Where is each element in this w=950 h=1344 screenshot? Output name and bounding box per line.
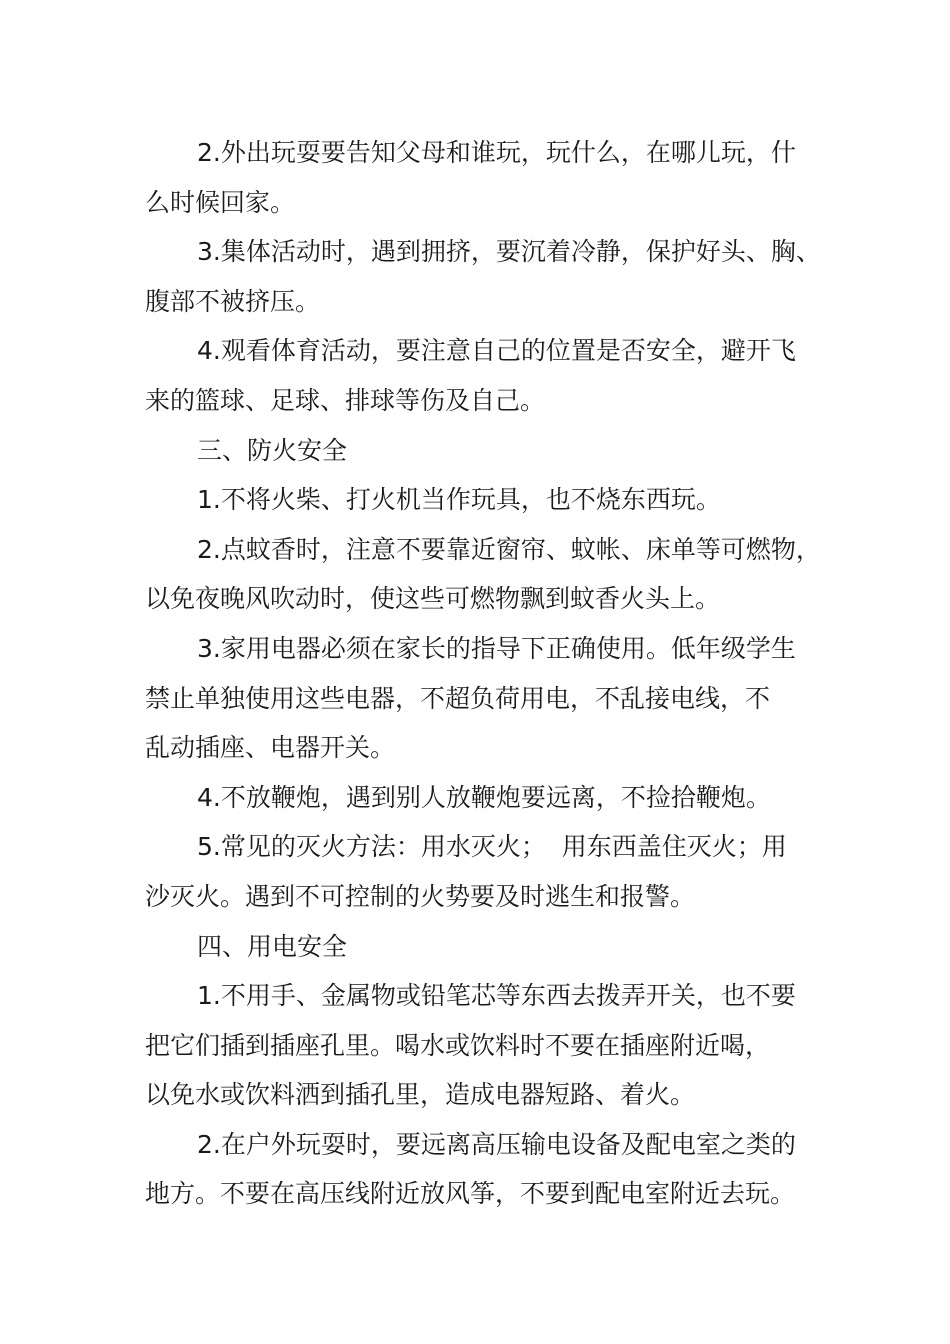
paragraph-line: 来的篮球、足球、排球等伤及自己。 (145, 385, 546, 415)
paragraph-line: 么时候回家。 (145, 187, 296, 217)
paragraph-line: 3.家用电器必须在家长的指导下正确使用。低年级学生 (197, 633, 796, 663)
paragraph-line: 以免夜晚风吹动时，使这些可燃物飘到蚊香火头上。 (145, 584, 721, 614)
paragraph-line: 腹部不被挤压。 (145, 286, 321, 316)
paragraph-line: 禁止单独使用这些电器，不超负荷用电，不乱接电线，不 (145, 683, 771, 713)
paragraph-line: 2.在户外玩耍时，要远离高压输电设备及配电室之类的 (197, 1129, 796, 1159)
paragraph-line: 地方。不要在高压线附近放风筝，不要到配电室附近去玩。 (145, 1179, 796, 1209)
paragraph-matches-lighters (145, 475, 825, 525)
paragraph-sports-watching (145, 326, 825, 425)
paragraph-high-voltage (145, 1120, 825, 1219)
section-heading-text: 四、用电安全 (197, 931, 348, 961)
paragraph-firecrackers (145, 773, 825, 823)
section-heading-electric-safety (145, 922, 825, 972)
paragraph-switches-sockets (145, 971, 825, 1120)
section-heading-fire-safety (145, 426, 825, 476)
paragraph-line: 2.点蚊香时，注意不要靠近窗帘、蚊帐、床单等可燃物， (197, 534, 821, 564)
paragraph-line: 1.不用手、金属物或铅笔芯等东西去拨弄开关，也不要 (197, 981, 796, 1011)
section-heading-text: 三、防火安全 (197, 435, 348, 465)
paragraph-line: 沙灭火。遇到不可控制的火势要及时逃生和报警。 (145, 881, 696, 911)
paragraph-extinguish-methods (145, 822, 825, 921)
paragraph-line: 乱动插座、电器开关。 (145, 733, 396, 763)
paragraph-line: 1.不将火柴、打火机当作玩具，也不烧东西玩。 (197, 485, 721, 515)
paragraph-appliances (145, 624, 825, 773)
paragraph-outing-notice (145, 128, 825, 227)
document-body (145, 128, 825, 1219)
paragraph-line: 3.集体活动时，遇到拥挤，要沉着冷静，保护好头、胸、 (197, 237, 821, 267)
paragraph-line: 以免水或饮料洒到插孔里，造成电器短路、着火。 (145, 1080, 696, 1110)
paragraph-line: 2.外出玩耍要告知父母和谁玩，玩什么，在哪儿玩，什 (197, 138, 796, 167)
paragraph-line: 把它们插到插座孔里。喝水或饮料时不要在插座附近喝， (145, 1030, 771, 1060)
paragraph-line: 4.观看体育活动，要注意自己的位置是否安全，避开飞 (197, 336, 796, 366)
paragraph-mosquito-coil (145, 525, 825, 624)
paragraph-line: 4.不放鞭炮，遇到别人放鞭炮要远离，不捡拾鞭炮。 (197, 782, 771, 812)
paragraph-line: 5.常见的灭火方法：用水灭火； 用东西盖住灭火；用 (197, 832, 787, 862)
paragraph-crowd-safety (145, 227, 825, 326)
